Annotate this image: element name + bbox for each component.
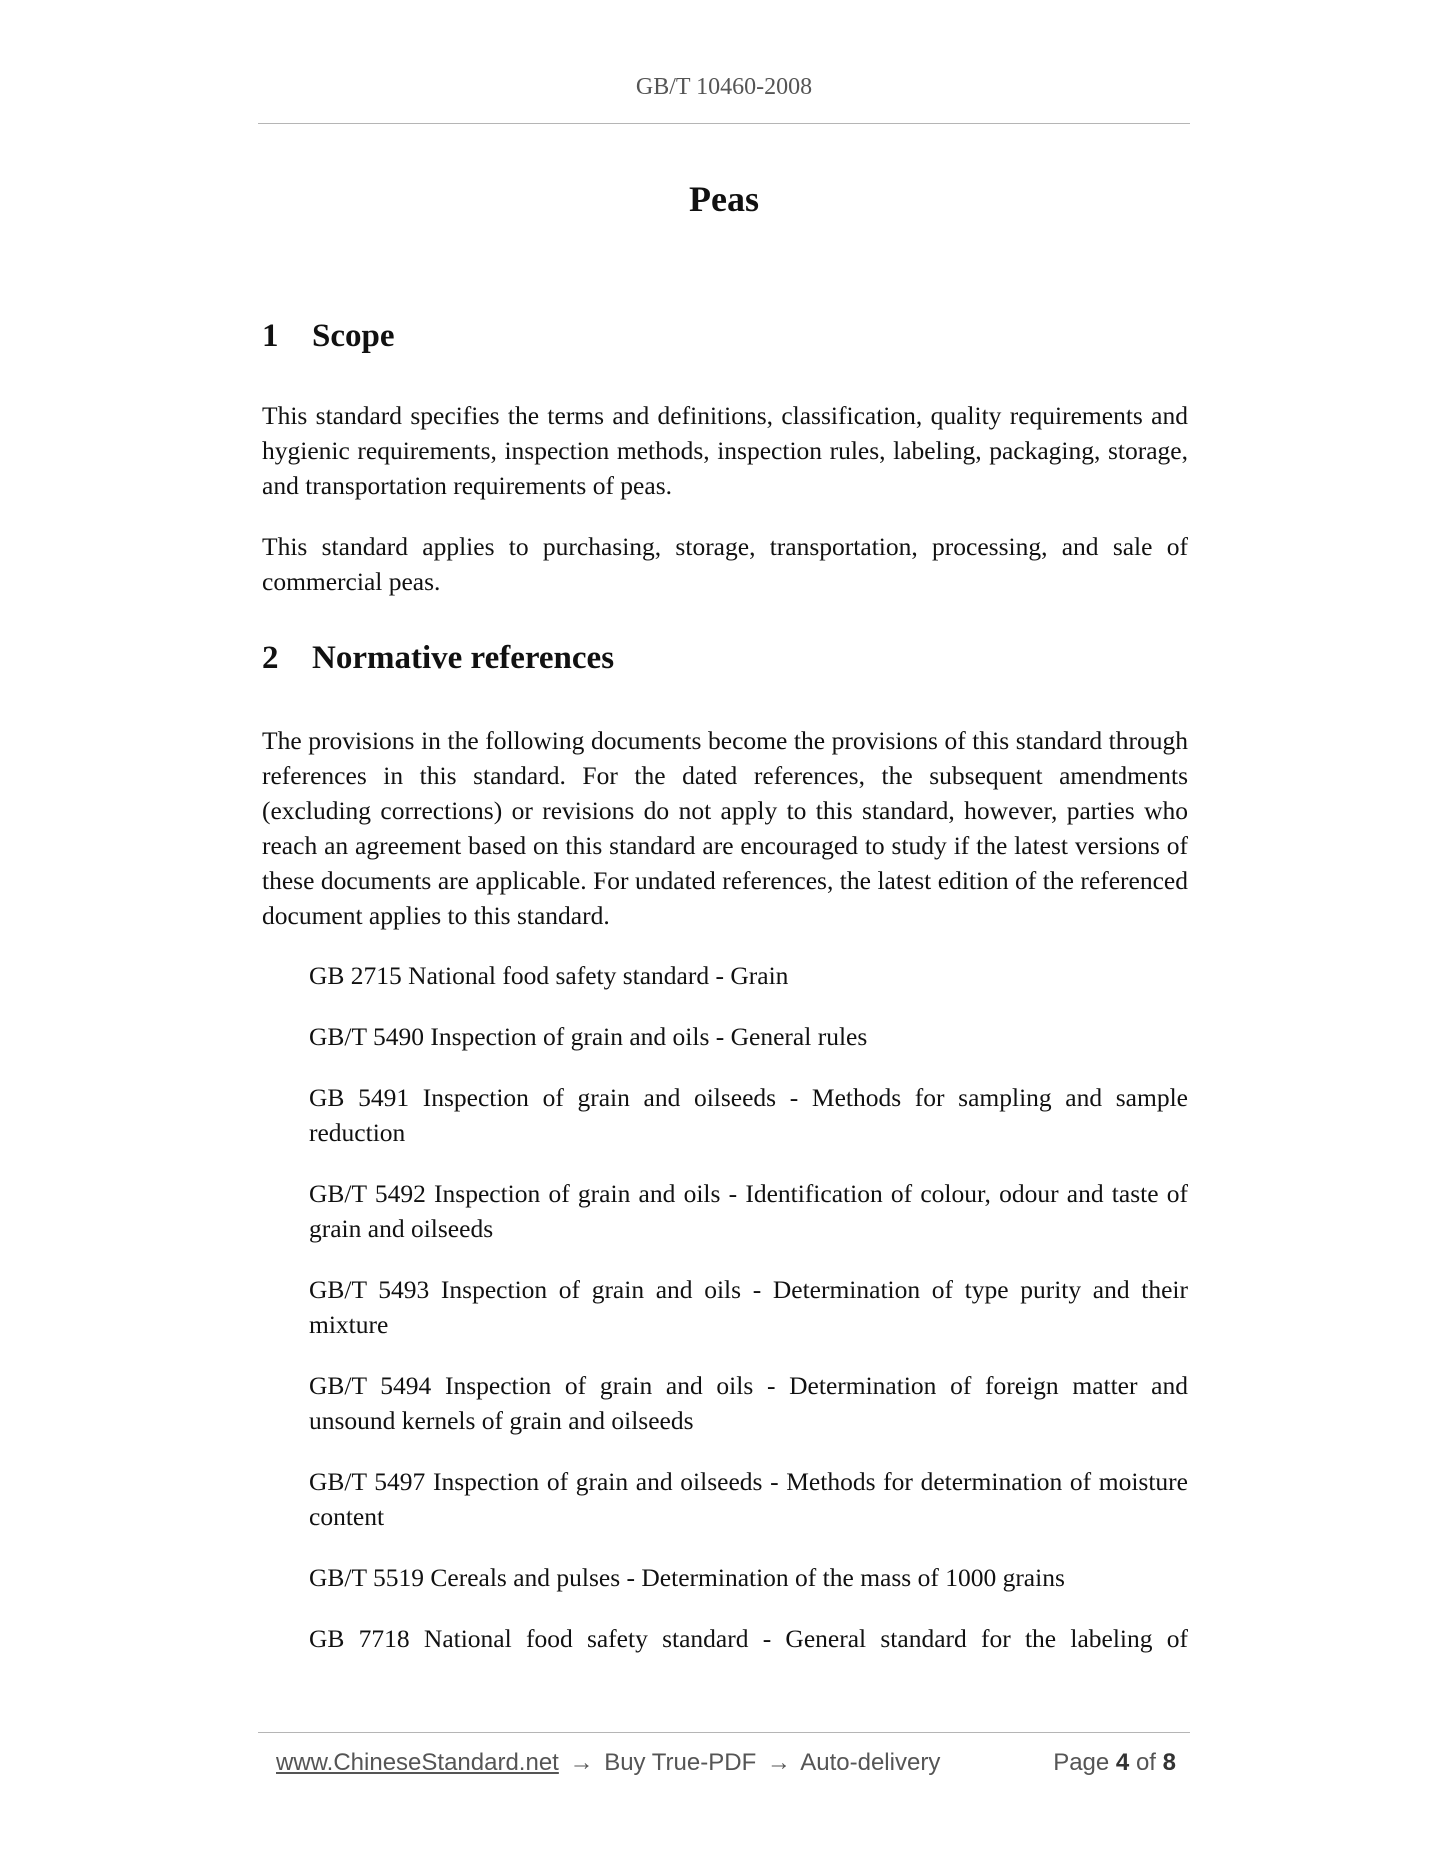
section-title: Scope <box>312 318 395 354</box>
reference-item: GB 2715 National food safety standard - Grain <box>309 961 789 990</box>
page-header-code: GB/T 10460-2008 <box>635 74 813 100</box>
section-title: Normative references <box>312 640 615 676</box>
footer-divider <box>258 1732 1190 1733</box>
buy-true-pdf-text: Buy True-PDF <box>604 1749 757 1776</box>
section-number: 1 <box>262 318 279 354</box>
auto-delivery-text: Auto-delivery <box>800 1749 941 1776</box>
page-indicator <box>1053 1749 1176 1777</box>
arrow-right-icon: → <box>569 1749 594 1776</box>
page-current: 4 <box>1115 1749 1130 1776</box>
section-number: 2 <box>262 640 279 676</box>
page-footer <box>276 1749 1176 1783</box>
header-divider <box>258 123 1190 124</box>
reference-item: GB/T 5492 Inspection of grain and oils - Identification of colour, odour and taste of grain and oilseeds <box>309 1179 1188 1243</box>
scope-paragraph-1: This standard specifies the terms and definitions, classification, quality requirements and hygienic requirements, inspection methods, inspection rules, labeling, packaging, storage, and transportation requirements of peas. <box>262 401 1188 500</box>
document-title: Peas <box>689 179 759 219</box>
reference-item: GB/T 5519 Cereals and pulses - Determination of the mass of 1000 grains <box>309 1563 1065 1592</box>
reference-item: GB 7718 National food safety standard - General standard for the labeling of <box>309 1624 1188 1653</box>
section-heading-scope <box>262 318 395 355</box>
arrow-right-icon: → <box>766 1749 791 1776</box>
reference-item: GB/T 5490 Inspection of grain and oils - General rules <box>309 1022 868 1051</box>
scope-paragraph-2: This standard applies to purchasing, storage, transportation, processing, and sale of commercial peas. <box>262 532 1188 596</box>
chinesestandard-link[interactable]: www.ChineseStandard.net <box>276 1749 559 1776</box>
page-of-label: of <box>1135 1749 1156 1776</box>
normative-references-paragraph: The provisions in the following documents become the provisions of this standard through references in this standard. For the dated references, the subsequent amendments (excluding corrections) or revisions do not apply to this standard, however, parties who reach an agreement based on this standard are encouraged to study if the latest versions of these documents are applicable. For undated references, the latest edition of the referenced document applies to this standard. <box>262 726 1188 930</box>
reference-item: GB 5491 Inspection of grain and oilseeds - Methods for sampling and sample reduction <box>309 1083 1188 1147</box>
reference-list <box>309 958 1188 1682</box>
page-total: 8 <box>1162 1749 1176 1776</box>
reference-item: GB/T 5497 Inspection of grain and oilseeds - Methods for determination of moisture content <box>309 1467 1188 1531</box>
section-heading-normative-references <box>262 640 614 677</box>
reference-item: GB/T 5493 Inspection of grain and oils - Determination of type purity and their mixture <box>309 1275 1188 1339</box>
reference-item: GB/T 5494 Inspection of grain and oils - Determination of foreign matter and unsound kernels of grain and oilseeds <box>309 1371 1188 1435</box>
page-label: Page <box>1053 1749 1110 1776</box>
